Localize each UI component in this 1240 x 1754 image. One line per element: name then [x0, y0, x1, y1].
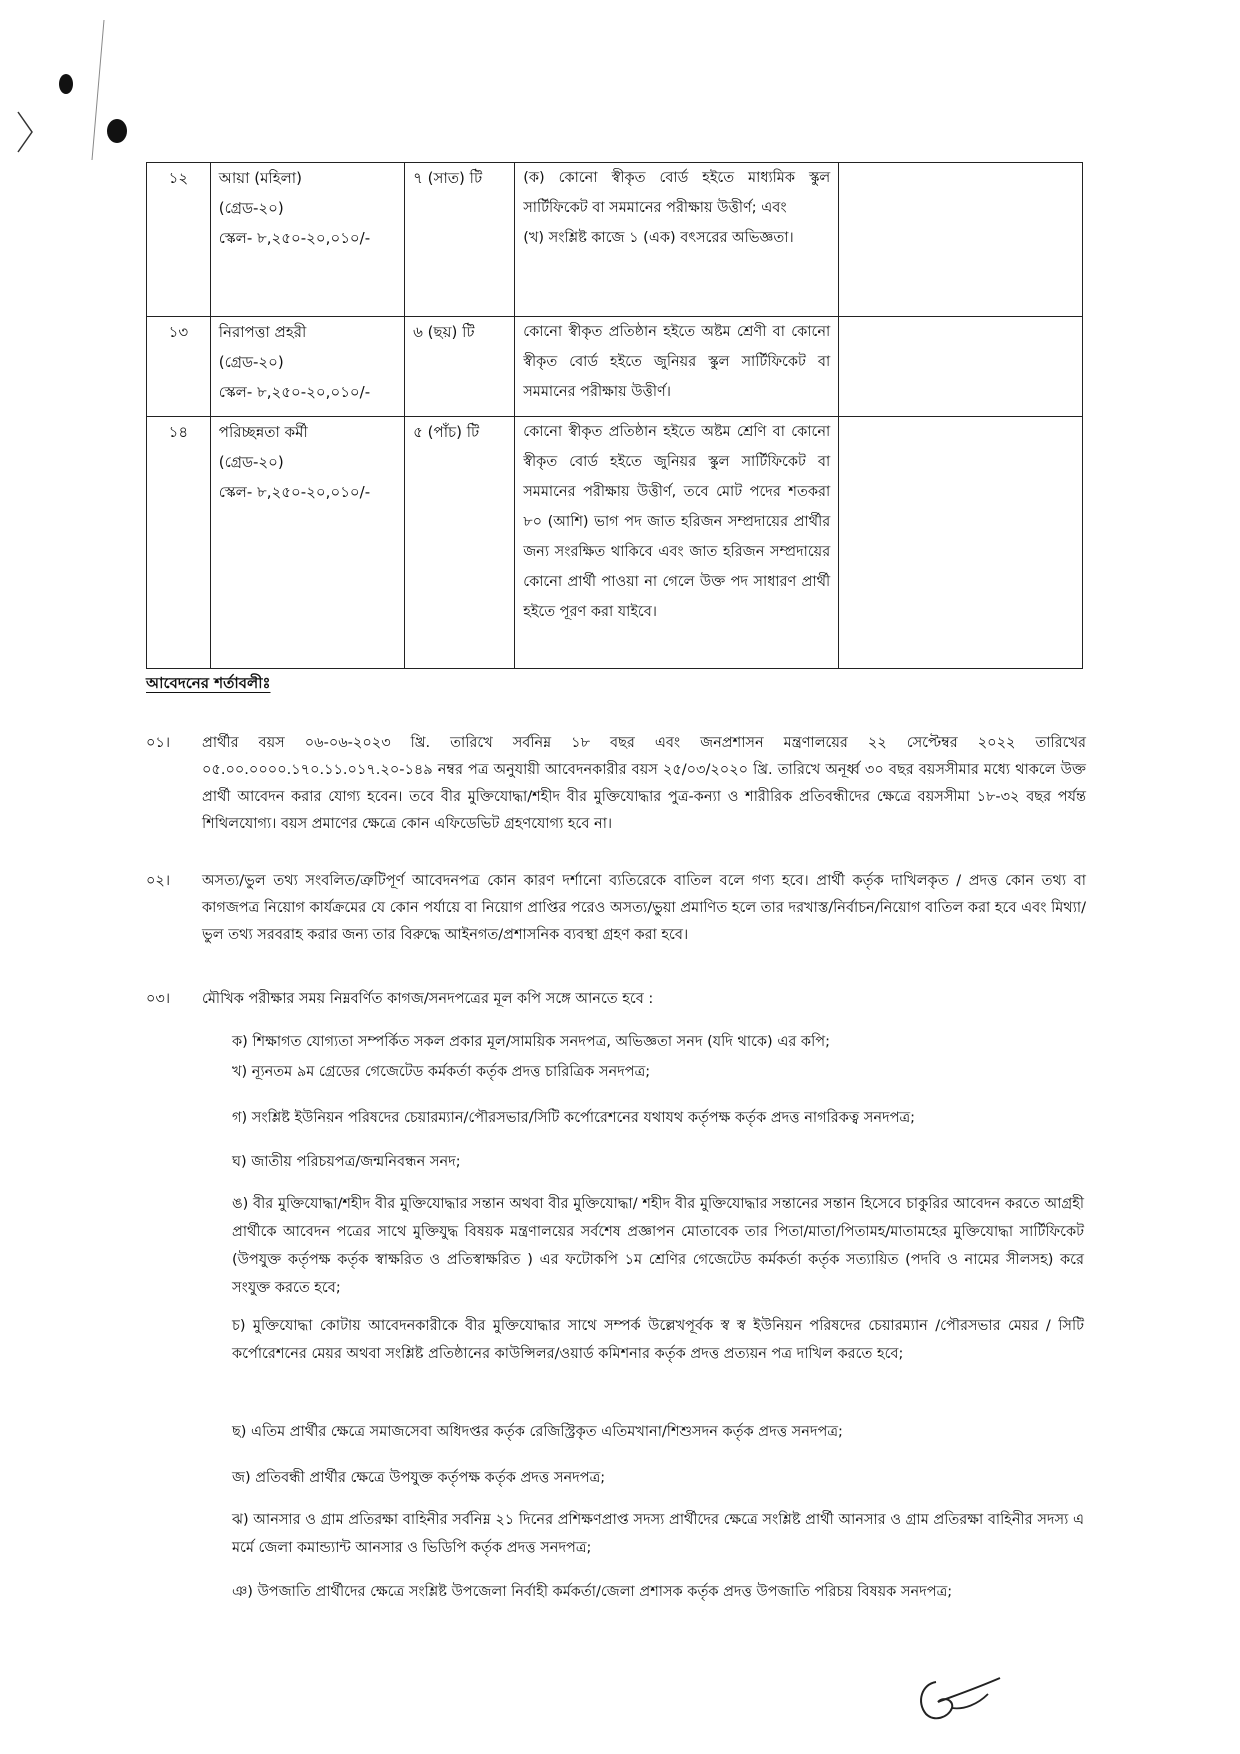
post-count: ৫ (পাঁচ) টি: [405, 417, 515, 669]
condition-text: মৌখিক পরীক্ষার সময় নিম্নবর্ণিত কাগজ/সনদপত্রের মূল কপি সঙ্গে আনতে হবে :: [202, 991, 654, 1007]
post-pay-scale: স্কেল- ৮,২৫০-২০,০১০/-: [218, 229, 371, 247]
qualification-item: কোনো স্বীকৃত প্রতিষ্ঠান হইতে অষ্টম শ্রেণি বা কোনো স্বীকৃত বোর্ড হইতে জুনিয়র স্কুল সার্টিফিকেট বা সমমানের পরীক্ষায় উত্তীর্ণ, তবে মোট পদের শতকরা ৮০ (আশি) ভাগ পদ জাত হরিজন সম্প্রদায়ের প্রার্থীর জন্য সংরক্ষিত থাকিবে এবং জাত হরিজন সম্প্রদায়ের কোনো প্রার্থী পাওয়া না গেলে উক্ত পদ সাধারণ প্রার্থী হইতে পূরণ করা যাইবে।: [523, 424, 831, 620]
post-pay-scale: স্কেল- ৮,২৫০-২০,০১০/-: [218, 383, 371, 401]
qualification-item: (ক) কোনো স্বীকৃত বোর্ড হইতে মাধ্যমিক স্কুল সার্টিফিকেট বা সমমানের পরীক্ষায় উত্তীর্ণ; এবং: [523, 170, 831, 216]
document-item: চ) মুক্তিযোদ্ধা কোটায় আবেদনকারীকে বীর মুক্তিযোদ্ধার সাথে সম্পর্ক উল্লেখপূর্বক স্ব স্ব ইউনিয়ন পরিষদের চেয়ারম্যান /পৌরসভার মেয়র / সিটি কর্পোরেশনের মেয়র অথবা সংশ্লিষ্ট প্রতিষ্ঠানের কাউন্সিলর/ওয়ার্ড কমিশনার কর্তৃক প্রদত্ত প্রত্যয়ন পত্র দাখিল করতে হবে;: [232, 1318, 1084, 1362]
remarks-cell: [839, 163, 1083, 317]
post-grade: (গ্রেড-২০): [218, 199, 284, 217]
condition-number: ০৩।: [146, 991, 171, 1007]
condition-item: [146, 868, 1086, 949]
post-name: নিরাপত্তা প্রহরী: [218, 323, 307, 341]
table-row: [147, 317, 1083, 417]
qualification-item: কোনো স্বীকৃত প্রতিষ্ঠান হইতে অষ্টম শ্রেণী বা কোনো স্বীকৃত বোর্ড হইতে জুনিয়র স্কুল সার্টিফিকেট বা সমমানের পরীক্ষায় উত্তীর্ণ।: [523, 324, 831, 400]
post-cell: [210, 317, 404, 417]
condition-text: অসত্য/ভুল তথ্য সংবলিত/ত্রুটিপূর্ণ আবেদনপত্র কোন কারণ দর্শানো ব্যতিরেকে বাতিল বলে গণ্য হবে। প্রার্থী কর্তৃক দাখিলকৃত / প্রদত্ত কোন তথ্য বা কাগজপত্র নিয়োগ কার্যক্রমের যে কোন পর্যায়ে বা নিয়োগ প্রাপ্তির পরেও অসত্য/ভুয়া প্রমাণিত হলে তার দরখাস্ত/নির্বাচন/নিয়োগ বাতিল করা হবে এবং মিথ্যা/ভুল তথ্য সরবরাহ করার জন্য তার বিরুদ্ধে আইনগত/প্রশাসনিক ব্যবস্থা গ্রহণ করা হবে।: [202, 873, 1086, 943]
condition-number: ০২।: [146, 873, 171, 889]
condition-item: [146, 730, 1086, 838]
condition-text: প্রার্থীর বয়স ০৬-০৬-২০২৩ খ্রি. তারিখে সর্বনিম্ন ১৮ বছর এবং জনপ্রশাসন মন্ত্রণালয়ের ২২ সেপ্টেম্বর ২০২২ তারিখের ০৫.০০.০০০০.১৭০.১১.০১৭.২০-১৪৯ নম্বর পত্র অনুযায়ী আবেদনকারীর বয়স ২৫/০৩/২০২০ খ্রি. তারিখে অনূর্ধ্ব ৩০ বছর বয়সসীমার মধ্যে থাকলে উক্ত প্রার্থী আবেদন করার যোগ্য হবেন। তবে বীর মুক্তিযোদ্ধা/শহীদ বীর মুক্তিযোদ্ধার পুত্র-কন্যা ও শারীরিক প্রতিবন্ধীদের ক্ষেত্রে বয়সসীমা ১৮-৩২ বছর পর্যন্ত শিথিলযোগ্য। বয়স প্রমাণের ক্ষেত্রে কোন এফিডেভিট গ্রহণযোগ্য হবে না।: [202, 735, 1086, 832]
document-item: ছ) এতিম প্রার্থীর ক্ষেত্রে সমাজসেবা অধিদপ্তর কর্তৃক রেজিস্ট্রিকৃত এতিমখানা/শিশুসদন কর্তৃক প্রদত্ত সনদপত্র;: [232, 1424, 843, 1440]
condition-number: ০১।: [146, 735, 171, 751]
document-item: ঙ) বীর মুক্তিযোদ্ধা/শহীদ বীর মুক্তিযোদ্ধার সন্তান অথবা বীর মুক্তিযোদ্ধা/ শহীদ বীর মুক্তিযোদ্ধার সন্তানের সন্তান হিসেবে চাকুরির আবেদন করতে আগ্রহী প্রার্থীকে আবেদন পত্রের সাথে মুক্তিযুদ্ধ বিষয়ক মন্ত্রণালয়ের সর্বশেষ প্রজ্ঞাপন মোতাবেক তার পিতা/মাতা/পিতামহ/মাতামহের মুক্তিযোদ্ধা সার্টিফিকেট (উপযুক্ত কর্তৃপক্ষ কর্তৃক স্বাক্ষরিত ও প্রতিস্বাক্ষরিত ) এর ফটোকপি ১ম শ্রেণির গেজেটেড কর্মকর্তা কর্তৃক সত্যায়িত (পদবি ও নামের সীলসহ) করে সংযুক্ত করতে হবে;: [232, 1196, 1084, 1296]
remarks-cell: [839, 417, 1083, 669]
handwritten-initial-signature: [908, 1668, 1018, 1728]
post-name: পরিচ্ছন্নতা কর্মী: [218, 423, 308, 441]
document-item: ক) শিক্ষাগত যোগ্যতা সম্পর্কিত সকল প্রকার মূল/সাময়িক সনদপত্র, অভিজ্ঞতা সনদ (যদি থাকে) এর কপি;: [232, 1034, 830, 1050]
qualification-cell: [515, 163, 839, 317]
post-grade: (গ্রেড-২০): [218, 353, 284, 371]
document-item: ঞ) উপজাতি প্রার্থীদের ক্ষেত্রে সংশ্লিষ্ট উপজেলা নির্বাহী কর্মকর্তা/জেলা প্রশাসক কর্তৃক প্রদত্ত উপজাতি পরিচয় বিষয়ক সনদপত্র;: [232, 1584, 953, 1600]
condition-item: [146, 986, 1086, 1013]
post-serial: ১২: [147, 163, 211, 317]
qualification-cell: [515, 417, 839, 669]
post-cell: [210, 417, 404, 669]
document-item: ঘ) জাতীয় পরিচয়পত্র/জন্মনিবন্ধন সনদ;: [232, 1154, 461, 1170]
post-serial: ১৩: [147, 317, 211, 417]
post-count: ৭ (সাত) টি: [405, 163, 515, 317]
post-count: ৬ (ছয়) টি: [405, 317, 515, 417]
posts-table: [146, 162, 1083, 669]
document-item: খ) ন্যূনতম ৯ম গ্রেডের গেজেটেড কর্মকর্তা কর্তৃক প্রদত্ত চারিত্রিক সনদপত্র;: [232, 1064, 651, 1080]
post-pay-scale: স্কেল- ৮,২৫০-২০,০১০/-: [218, 483, 371, 501]
table-row: [147, 417, 1083, 669]
remarks-cell: [839, 317, 1083, 417]
post-name: আয়া (মহিলা): [218, 169, 302, 187]
document-item: গ) সংশ্লিষ্ট ইউনিয়ন পরিষদের চেয়ারম্যান/পৌরসভার/সিটি কর্পোরেশনের যথাযথ কর্তৃপক্ষ কর্তৃক প্রদত্ত নাগরিকত্ব সনদপত্র;: [232, 1110, 916, 1126]
document-item: জ) প্রতিবন্ধী প্রার্থীর ক্ষেত্রে উপযুক্ত কর্তৃপক্ষ কর্তৃক প্রদত্ত সনদপত্র;: [232, 1470, 606, 1486]
qualification-item: (খ) সংশ্লিষ্ট কাজে ১ (এক) বৎসরের অভিজ্ঞতা।: [523, 230, 794, 246]
table-row: [147, 163, 1083, 317]
post-grade: (গ্রেড-২০): [218, 453, 284, 471]
post-cell: [210, 163, 404, 317]
document-item: ঝ) আনসার ও গ্রাম প্রতিরক্ষা বাহিনীর সর্বনিম্ন ২১ দিনের প্রশিক্ষণপ্রাপ্ত সদস্য প্রার্থীদের ক্ষেত্রে সংশ্লিষ্ট প্রার্থী আনসার ও গ্রাম প্রতিরক্ষা বাহিনীর সদস্য এ মর্মে জেলা কমান্ড্যান্ট আনসার ও ভিডিপি কর্তৃক প্রদত্ত সনদপত্র;: [232, 1512, 1084, 1556]
qualification-cell: [515, 317, 839, 417]
conditions-heading: আবেদনের শর্তাবলীঃ: [146, 674, 271, 692]
post-serial: ১৪: [147, 417, 211, 669]
